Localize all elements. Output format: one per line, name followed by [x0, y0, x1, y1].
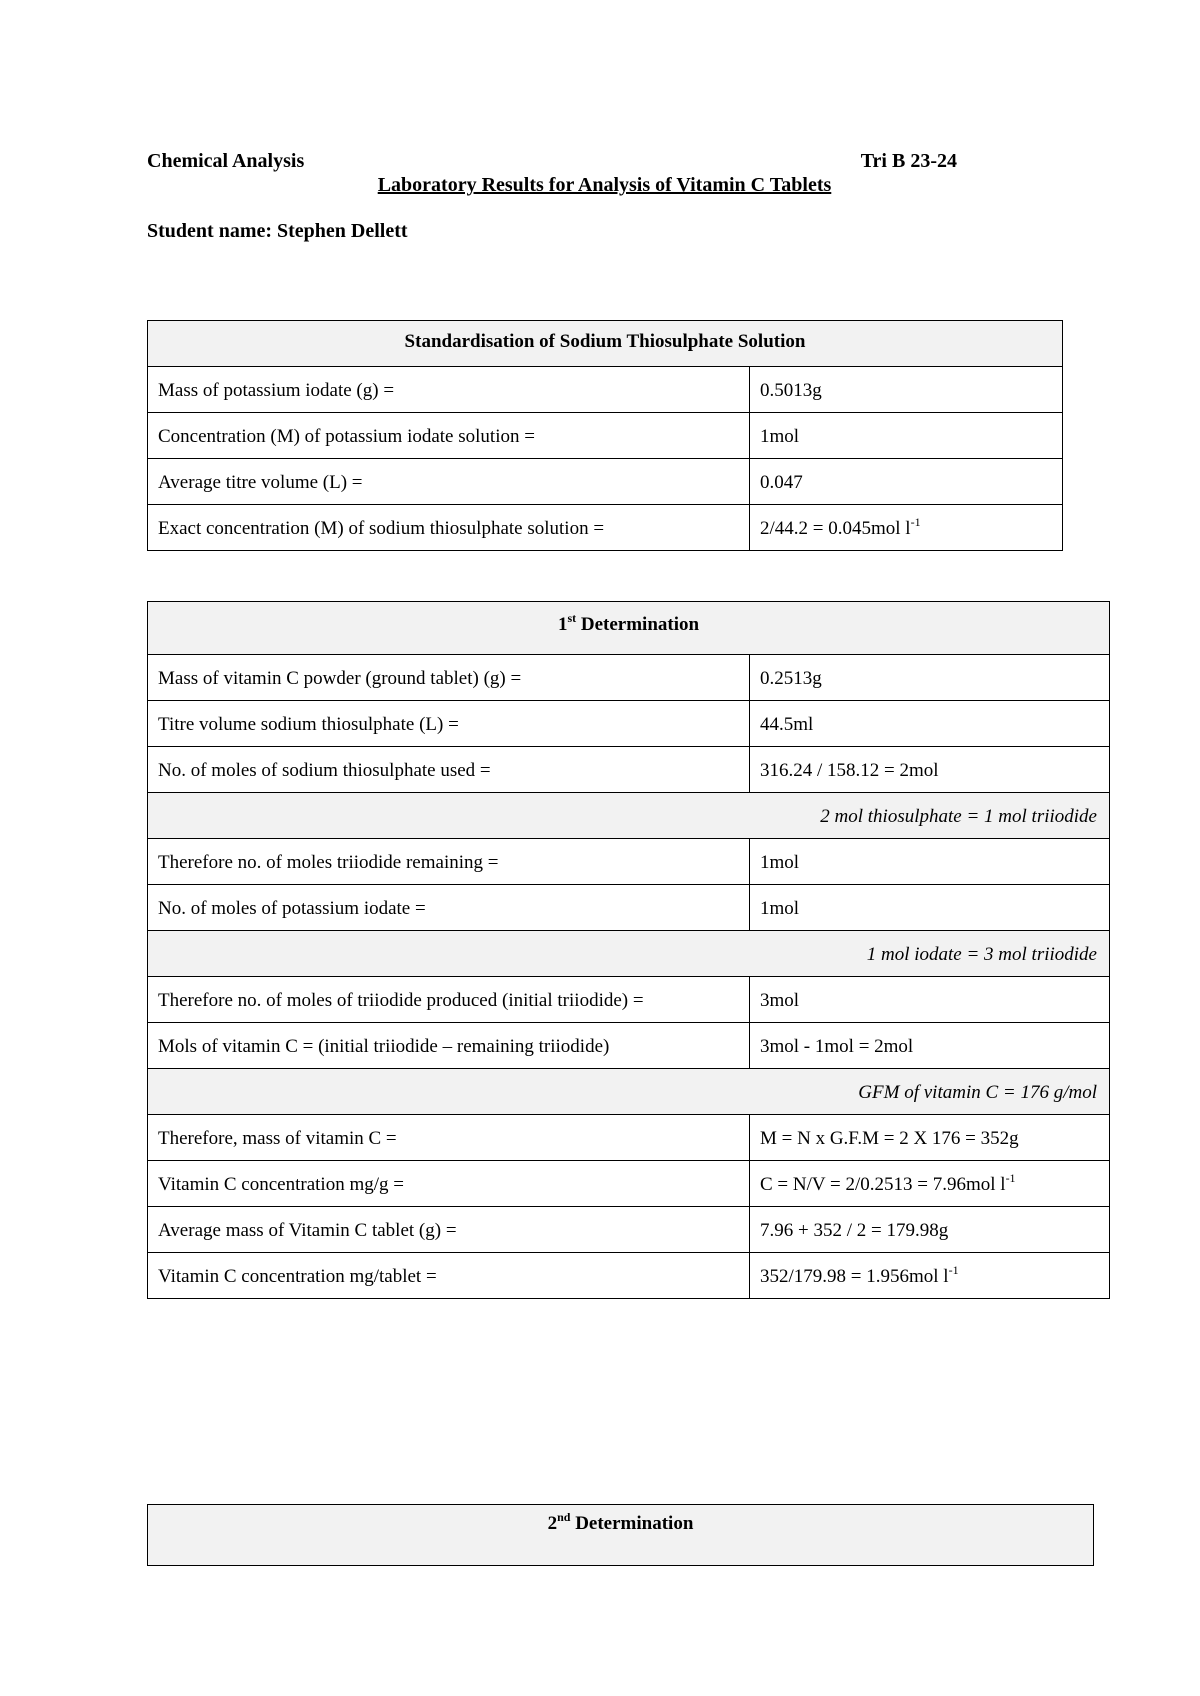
value-exponent: -1 [910, 515, 921, 529]
table-row [148, 977, 1110, 1023]
row-value: 0.5013g [750, 367, 1063, 413]
note-row [148, 1069, 1110, 1115]
row-label: Therefore no. of moles triiodide remaining = [148, 839, 750, 885]
value-exponent: -1 [948, 1263, 959, 1277]
row-label: Therefore, mass of vitamin C = [148, 1115, 750, 1161]
term-label: Tri B 23-24 [860, 149, 957, 172]
standardisation-heading: Standardisation of Sodium Thiosulphate Solution [148, 321, 1063, 367]
page-header [147, 146, 957, 176]
standardisation-table [147, 320, 1063, 551]
row-value: 1mol [750, 839, 1110, 885]
first-determination-table [147, 601, 1110, 1299]
heading-number: 2 [547, 1513, 558, 1534]
table-row [148, 459, 1063, 505]
first-determination-heading [148, 602, 1110, 655]
table-row [148, 1253, 1110, 1299]
heading-ordinal: st [567, 611, 577, 625]
row-value: 1mol [750, 413, 1063, 459]
row-label: No. of moles of sodium thiosulphate used = [148, 747, 750, 793]
row-label: Vitamin C concentration mg/tablet = [148, 1253, 750, 1299]
table-row [148, 505, 1063, 551]
table-row [148, 655, 1110, 701]
row-value: 1mol [750, 885, 1110, 931]
row-value: 316.24 / 158.12 = 2mol [750, 747, 1110, 793]
table-row [148, 701, 1110, 747]
note-text: 1 mol iodate = 3 mol triiodide [148, 931, 1110, 977]
row-label: Average mass of Vitamin C tablet (g) = [148, 1207, 750, 1253]
table-row [148, 1161, 1110, 1207]
row-value: 7.96 + 352 / 2 = 179.98g [750, 1207, 1110, 1253]
row-value [750, 1161, 1110, 1207]
row-value: 0.047 [750, 459, 1063, 505]
table-row [148, 839, 1110, 885]
row-label: Vitamin C concentration mg/g = [148, 1161, 750, 1207]
table-row [148, 367, 1063, 413]
value-exponent: -1 [1005, 1171, 1016, 1185]
heading-number: 1 [557, 614, 568, 635]
student-name: Student name: Stephen Dellett [147, 220, 408, 242]
table-header-row [148, 602, 1110, 655]
course-name: Chemical Analysis [147, 149, 305, 172]
table-row [148, 413, 1063, 459]
row-value: 0.2513g [750, 655, 1110, 701]
table-header-row [148, 1505, 1094, 1566]
note-row [148, 793, 1110, 839]
table-row [148, 885, 1110, 931]
row-label: No. of moles of potassium iodate = [148, 885, 750, 931]
second-determination-heading [148, 1505, 1094, 1566]
row-label: Average titre volume (L) = [148, 459, 750, 505]
row-label: Therefore no. of moles of triiodide produced (initial triiodide) = [148, 977, 750, 1023]
table-row [148, 1023, 1110, 1069]
row-label: Exact concentration (M) of sodium thiosulphate solution = [148, 505, 750, 551]
table-row [148, 747, 1110, 793]
row-label: Concentration (M) of potassium iodate solution = [148, 413, 750, 459]
row-label: Mols of vitamin C = (initial triiodide – remaining triiodide) [148, 1023, 750, 1069]
note-text: 2 mol thiosulphate = 1 mol triiodide [148, 793, 1110, 839]
value-text: C = N/V = 2/0.2513 = 7.96mol l [760, 1174, 1006, 1195]
row-label: Titre volume sodium thiosulphate (L) = [148, 701, 750, 747]
document-title: Laboratory Results for Analysis of Vitamin C Tablets [377, 174, 832, 196]
heading-ordinal: nd [557, 1510, 571, 1524]
table-row [148, 1115, 1110, 1161]
table-header-row [148, 321, 1063, 367]
note-row [148, 931, 1110, 977]
row-value: M = N x G.F.M = 2 X 176 = 352g [750, 1115, 1110, 1161]
table-row [148, 1207, 1110, 1253]
second-determination-table [147, 1504, 1094, 1566]
heading-text: Determination [570, 1513, 694, 1534]
row-label: Mass of vitamin C powder (ground tablet) (g) = [148, 655, 750, 701]
row-value: 3mol - 1mol = 2mol [750, 1023, 1110, 1069]
value-text: 352/179.98 = 1.956mol l [760, 1266, 949, 1287]
note-text: GFM of vitamin C = 176 g/mol [148, 1069, 1110, 1115]
row-label: Mass of potassium iodate (g) = [148, 367, 750, 413]
heading-text: Determination [576, 614, 700, 635]
row-value [750, 505, 1063, 551]
row-value [750, 1253, 1110, 1299]
value-text: 2/44.2 = 0.045mol l [760, 518, 911, 539]
row-value: 3mol [750, 977, 1110, 1023]
row-value: 44.5ml [750, 701, 1110, 747]
